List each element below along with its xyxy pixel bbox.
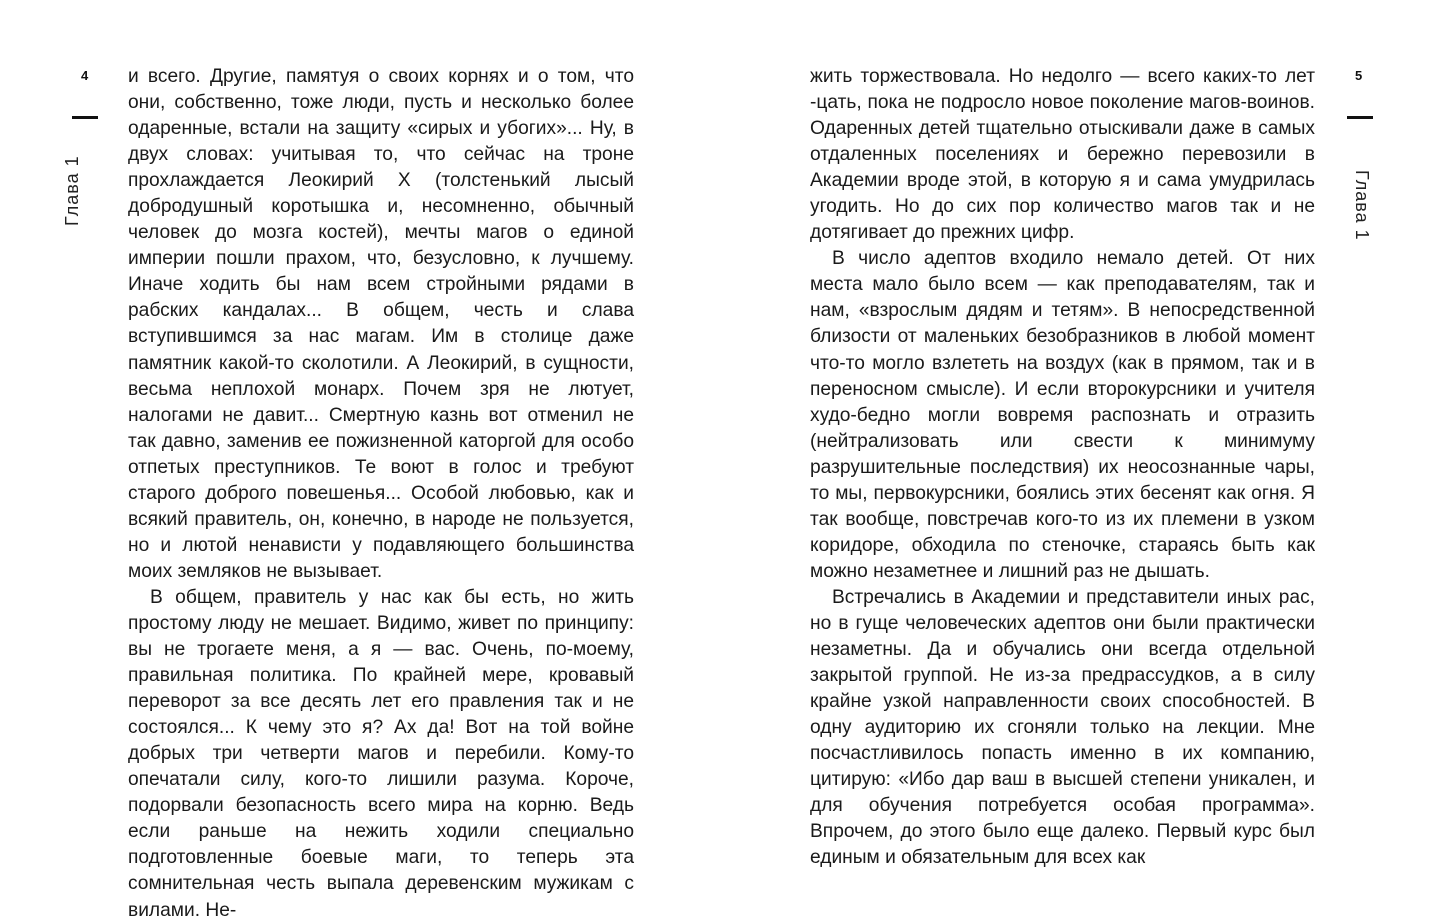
paragraph: Встречались в Академии и представители иных рас, но в гуще человеческих адептов они были практически незаметны. Да и обучались они всегда отдельной закрытой группой. Не из-за предрассудков, а в силу крайне узкой направленности своих способностей. В одну аудиторию их сгоняли только на лекции. Мне посчастливилось попасть именно в их компанию, цитирую: «Ибо дар ваш в высшей степени уникален, и для обучения потребуется особая программа». Впрочем, до этого было еще далеко. Первый курс был единым и обязательным для всех как [810,586,1315,869]
right-page [722,0,1445,919]
paragraph: жить торжествовала. Но недолго — всего каких-то лет -цать, пока не подросло новое поколение магов-воинов. Одаренных детей тщательно отыскивали даже в самых отдаленных поселениях и бережно перевозили в Академии вроде этой, в которую я и сама умудрилась угодить. Но до сих пор количество магов так и не дотягивает до прежних цифр. [810,66,1315,244]
paragraph: и всего. Другие, памятуя о своих корнях и о том, что они, собственно, тоже люди, пусть и несколько более одаренные, встали на защиту «сирых и убогих»... Ну, в двух словах: учитывая то, что сейчас на троне прохлаждается Леокирий X (толстенький лысый добродушный коротышка и, несомненно, обычный человек до мозга костей), мечты магов о единой империи пошли прахом, что, безусловно, к лучшему. Иначе ходить бы нам всем стройными рядами в рабских кандалах... В общем, честь и слава вступившимся за нас магам. Им в столице даже памятник какой-то сколотили. А Леокирий, в сущности, весьма неплохой монарх. Почем зря не лютует, налогами не давит... Смертную казнь вот отменил не так давно, заменив ее пожизненной каторгой для особо отпетых преступников. Те воют в голос и требуют старого доброго повешенья... Особой любовью, как и всякий правитель, он, конечно, в народе не пользуется, но и лютой ненависти у подавляющего большинства моих земляков не вызывает. [128,66,634,582]
page-number: 4 [81,68,89,83]
body-text [810,64,1315,871]
left-page [0,0,722,919]
page-number: 5 [1355,68,1363,83]
running-head: Глава 1 [62,155,82,226]
header-rule [1347,116,1373,119]
paragraph: В число адептов входило немало детей. От них места мало было всем — как преподавателям, так и нам, «взрослым дядям и тетям». В непосредственной близости от маленьких безобразников в любой момент что-то могло взлететь на воздух (как в прямом, так и в переносном смысле). И если второкурсники и учителя худо-бедно могли вовремя распознать и отразить (нейтрализовать или свести к минимуму разрушительные последствия) их неосознанные чары, то мы, первокурсники, боялись этих бесенят как огня. Я так вообще, повстречав кого-то из их племени в узком коридоре, обходила по стеночке, стараясь быть как можно незаметнее и лишний раз не дышать. [810,248,1315,582]
paragraph: В общем, правитель у нас как бы есть, но жить простому люду не мешает. Видимо, живет по принципу: вы не трогаете меня, а я — вас. Очень, по-моему, правильная политика. По крайней мере, кровавый переворот за все десять лет его правления так и не состоялся... К чему это я? Ах да! Вот на той войне добрых три четверти магов и перебили. Кому-то опечатали силу, кого-то лишили разума. Короче, подорвали безопасность всего мира на корню. Ведь если раньше на нежить ходили специально подготовленные боевые маги, то теперь эта сомнительная честь выпала деревенским мужикам с вилами. Не- [128,586,634,921]
running-head: Глава 1 [1352,170,1372,241]
header-rule [72,116,98,119]
body-text [128,64,634,924]
